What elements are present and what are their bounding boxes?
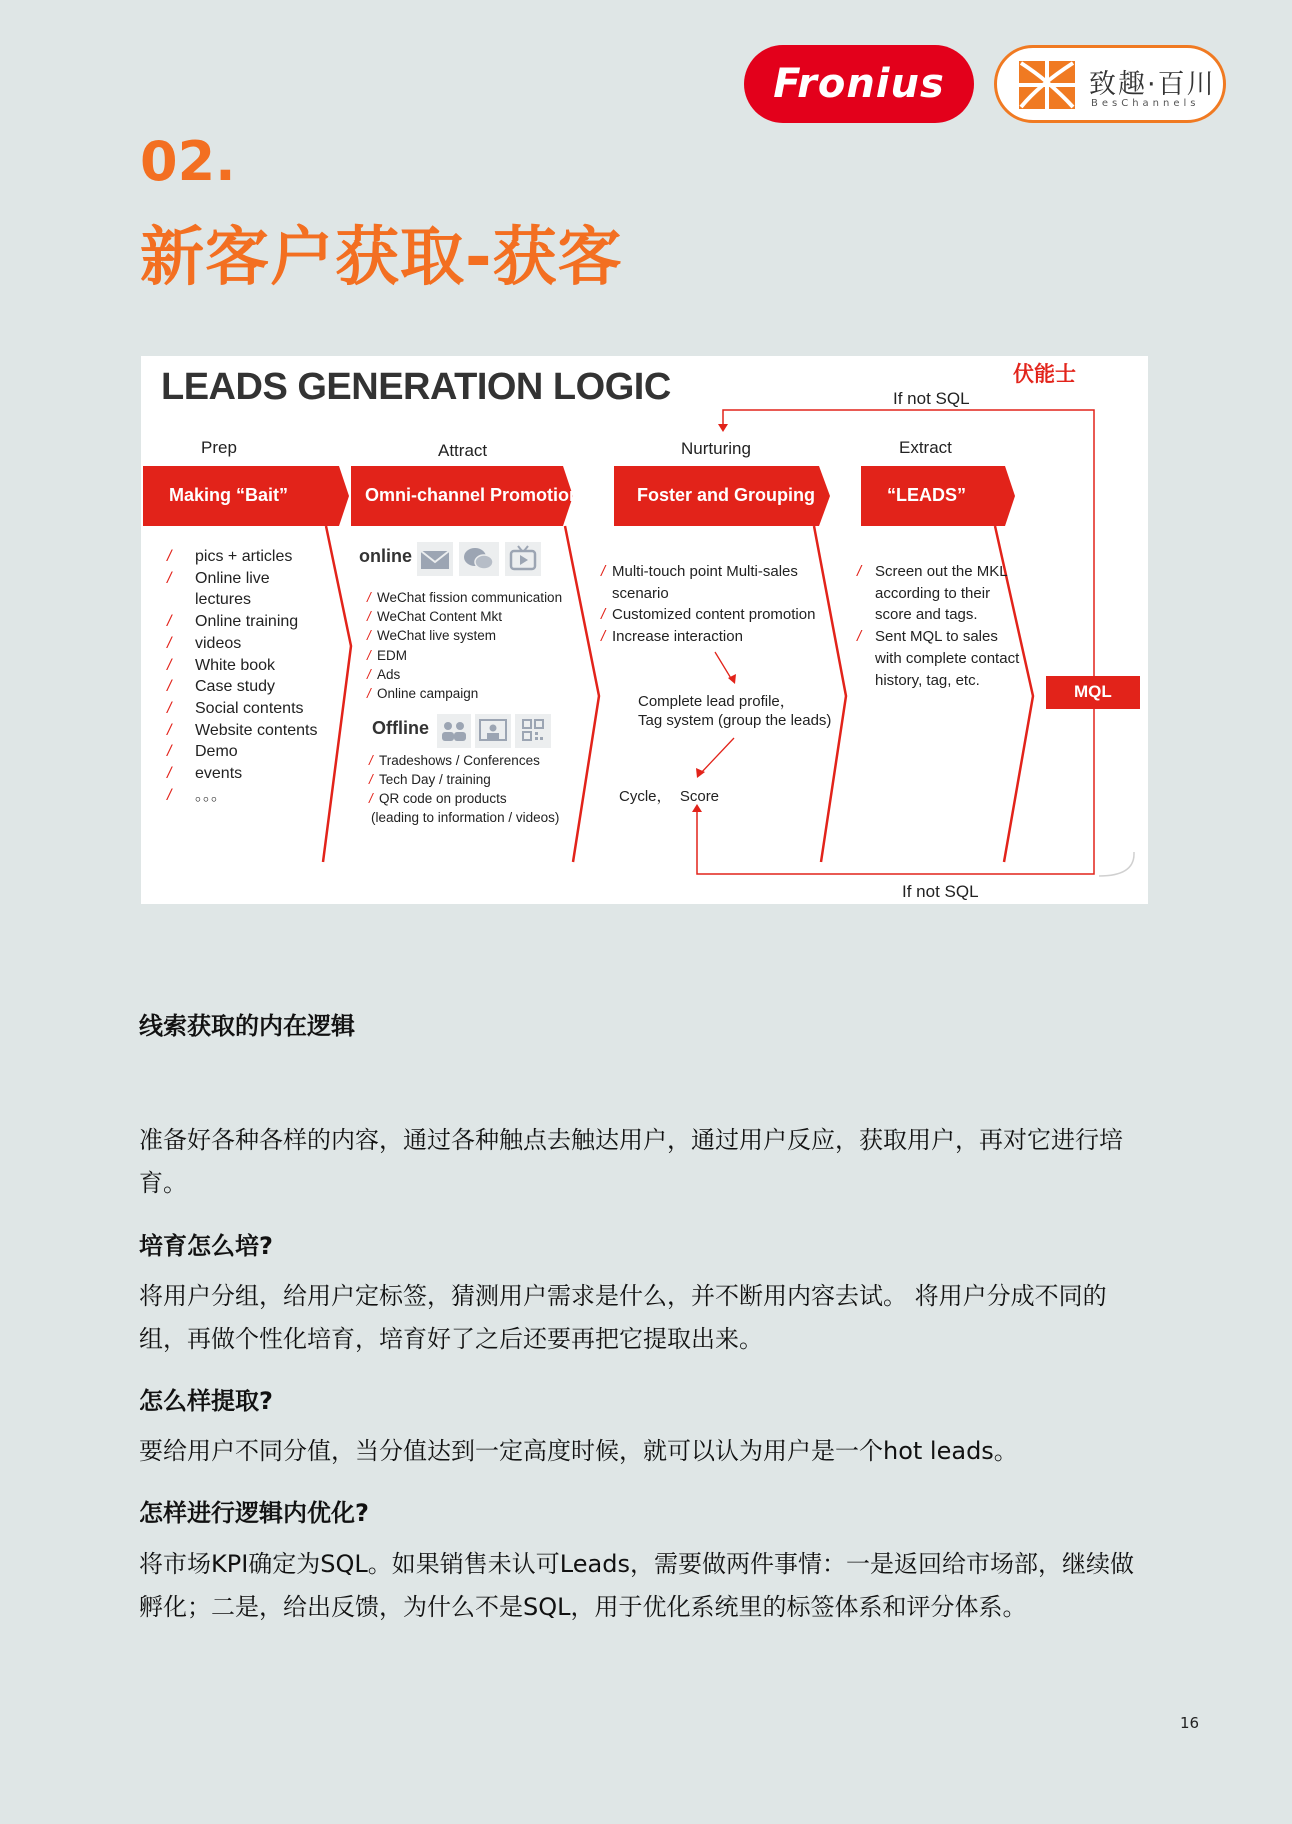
list-item: / videos [167,634,242,652]
separator-prep [323,526,351,862]
list-item: history, tag, etc. [875,671,980,689]
list-item: / pics + articles [167,548,293,565]
list-item: / Customized content promotion [601,606,816,623]
if-not-sql-top: If not SQL [893,389,970,408]
paragraph-extract: 要给用户不同分值，当分值达到一定高度时候，就可以认为用户是一个hot leads。 [139,1437,1018,1465]
nurturing-list [601,561,815,647]
list-item: / Tech Day / training [369,772,491,787]
if-not-sql-bottom: If not SQL [902,882,979,901]
video-icon [505,542,541,576]
heading-extract: 怎么样提取? [139,1387,273,1415]
diagram-title: LEADS GENERATION LOGIC [161,366,671,408]
heading-optimize: 怎样进行逻辑内优化? [139,1499,369,1527]
brand-mark: 伏能士 [1013,362,1076,386]
beschannels-mark-icon [1019,61,1075,109]
list-item: / WeChat Content Mkt [367,609,503,625]
extract-list [857,561,1019,691]
paragraph-inner-logic: 准备好各种各样的内容，通过各种触点去触达用户，通过用户反应，获取用户，再对它进行培育。 [139,1126,1123,1197]
banner-text-prep: Making “Bait” [169,485,289,505]
list-item: / Online campaign [367,686,479,702]
section-number: 02. [140,130,236,193]
beschannels-logo [994,45,1226,123]
loop-top-arrow [718,424,728,432]
heading-nurture: 培育怎么培? [139,1232,273,1260]
list-item: / WeChat live system [367,628,497,644]
profile-line1: Complete lead profile， [638,693,795,710]
arrow-to-cycle [700,738,734,774]
list-item: / White book [167,656,276,674]
list-item: lectures [195,591,252,609]
arrow-to-profile [715,652,732,680]
list-item: / Multi-touch point Multi-sales [601,563,798,580]
list-item: / Tradeshows / Conferences [369,753,540,768]
list-item: / Screen out the MKL [857,563,1008,580]
heading-inner-logic: 线索获取的内在逻辑 [139,1012,355,1040]
leads-generation-diagram [141,356,1148,904]
loop-bottom [697,707,1094,874]
beschannels-logo-en: BesChannels [1091,98,1200,109]
list-item: scenario [612,584,669,602]
cycle-score: Cycle， Score [619,788,720,805]
wechat-icon [459,542,499,576]
audience-icon [437,714,471,748]
list-item: / Demo [167,743,238,761]
list-item: / Case study [167,678,276,696]
list-item: / Online training [167,613,299,631]
prep-list [167,546,317,806]
fronius-logo-text: Fronius [773,61,945,107]
stage-label-nurturing: Nurturing [681,439,751,458]
stage-label-attract: Attract [438,441,488,460]
banner-text-attract: Omni-channel Promotion [365,485,581,505]
list-item: / Social contents [167,699,304,717]
list-item: (leading to information / videos) [371,810,560,825]
page-number: 16 [1180,1714,1200,1732]
section-title: 新客户获取-获客 [140,221,623,295]
list-item: / Increase interaction [601,627,743,645]
banner-text-extract: “LEADS” [887,485,967,505]
list-item: / events [167,765,243,783]
list-item: / Sent MQL to sales [857,628,998,646]
banner-text-nurturing: Foster and Grouping [637,485,815,505]
list-item: / QR code on products [369,791,507,806]
list-item: / EDM [367,647,407,663]
stage-label-extract: Extract [899,438,952,457]
separator-nurturing [814,526,846,862]
paragraph-optimize: 将市场KPI确定为SQL。如果销售未认可Leads，需要做两件事情：一是返回给市场部，继续做孵化；二是，给出反馈，为什么不是SQL，用于优化系统里的标签体系和评分体系。 [139,1550,1134,1621]
online-label: online [359,546,412,566]
list-item: score and tags. [875,606,978,624]
online-list [367,588,562,703]
separator-attract [565,526,599,862]
email-icon [417,542,453,576]
presentation-icon [475,714,511,748]
offline-label: Offline [372,718,429,738]
mql-label: MQL [1074,682,1112,701]
fronius-logo [744,45,974,123]
list-item: / WeChat fission communication [367,590,563,605]
paragraph-nurture: 将用户分组，给用户定标签，猜测用户需求是什么，并不断用内容去试。 将用户分成不同的组，再做个性化培育，培育好了之后还要再把它提取出来。 [139,1282,1107,1353]
profile-line2: Tag system (group the leads) [638,712,832,729]
list-item: / Online live [167,569,270,587]
list-item: / Website contents [167,721,318,739]
list-item: / 。。。 [167,786,228,804]
qr-code-icon [515,714,551,748]
offline-list [369,751,559,827]
list-item: with complete contact [875,649,1020,667]
beschannels-logo-cn: 致趣·百川 [1089,69,1216,100]
list-item: / Ads [367,666,401,682]
stage-label-prep: Prep [201,438,237,457]
list-item: according to their [875,584,991,602]
